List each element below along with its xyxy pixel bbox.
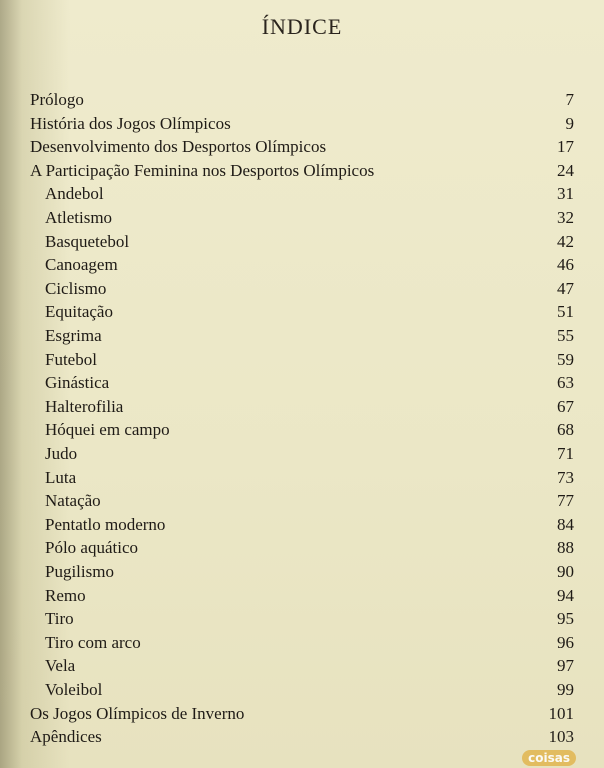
toc-entry-title: Pentatlo moderno xyxy=(45,514,166,534)
toc-entry-title: Futebol xyxy=(45,349,97,369)
toc-entry-title: Hóquei em campo xyxy=(45,420,170,440)
toc-entry-title: Remo xyxy=(45,585,86,605)
toc-entry xyxy=(0,466,604,490)
toc-entry-title: A Participação Feminina nos Desportos Olímpicos xyxy=(30,160,375,180)
toc-entry-title: Tiro xyxy=(45,609,74,629)
toc-entry-page-number: 101 xyxy=(548,703,574,723)
toc-entry xyxy=(0,300,604,324)
toc-entry-page-number: 51 xyxy=(557,302,574,322)
toc-entry xyxy=(0,112,604,136)
toc-entry-page-number: 84 xyxy=(557,514,574,534)
toc-entry-title: Desenvolvimento dos Desportos Olímpicos xyxy=(30,137,327,157)
toc-entry-page-number: 32 xyxy=(557,208,574,227)
toc-entry xyxy=(0,159,604,183)
toc-entry-title: Os Jogos Olímpicos de Inverno xyxy=(30,703,245,723)
toc-entry-page-number: 47 xyxy=(557,278,574,298)
toc-entry xyxy=(0,678,604,702)
toc-entry-page-number: 7 xyxy=(565,90,574,109)
toc-entry-title: Natação xyxy=(45,491,101,511)
toc-entry xyxy=(0,182,604,206)
toc-entry-page-number: 77 xyxy=(557,491,574,511)
toc-entry xyxy=(0,230,604,254)
toc-entry xyxy=(0,489,604,513)
toc-entry xyxy=(0,395,604,419)
toc-entry-title: Esgrima xyxy=(45,326,102,345)
toc-entry-title: Tiro com arco xyxy=(45,632,141,652)
toc-entry xyxy=(0,206,604,230)
toc-entry xyxy=(0,371,604,395)
toc-entry-page-number: 9 xyxy=(565,113,574,133)
toc-entry-title: Prólogo xyxy=(30,90,84,109)
toc-entry-page-number: 55 xyxy=(557,326,574,345)
toc-entry xyxy=(0,702,604,726)
toc-entry-title: História dos Jogos Olímpicos xyxy=(30,113,231,133)
toc-entry xyxy=(0,607,604,631)
toc-entry-page-number: 96 xyxy=(557,632,574,652)
toc-entry-page-number: 68 xyxy=(557,420,574,440)
toc-entry-page-number: 71 xyxy=(557,444,574,463)
toc-entry xyxy=(0,725,604,749)
toc-entry-page-number: 99 xyxy=(557,680,574,699)
toc-entry xyxy=(0,560,604,584)
toc-entry xyxy=(0,654,604,678)
toc-entry xyxy=(0,277,604,301)
toc-entry-title: Equitação xyxy=(45,302,113,322)
toc-entry-page-number: 31 xyxy=(557,184,574,204)
toc-entry xyxy=(0,253,604,277)
toc-entry-page-number: 90 xyxy=(557,562,574,581)
toc-entry-title: Apêndices xyxy=(30,727,102,747)
toc-entry-title: Vela xyxy=(45,656,76,676)
watermark-logo: coisas xyxy=(522,750,576,766)
toc-entry-page-number: 63 xyxy=(557,373,574,393)
toc-entry-title: Halterofilia xyxy=(45,396,124,416)
toc-entry-page-number: 73 xyxy=(557,467,574,487)
toc-entry-title: Atletismo xyxy=(45,208,113,227)
toc-entry-page-number: 42 xyxy=(557,231,574,251)
page-title: ÍNDICE xyxy=(261,14,343,39)
toc-entry-title: Ciclismo xyxy=(45,278,107,298)
toc-entry xyxy=(0,348,604,372)
toc-entry xyxy=(0,513,604,537)
toc-entry-page-number: 95 xyxy=(557,609,574,629)
toc-entry-title: Luta xyxy=(45,467,77,487)
toc-entry-page-number: 24 xyxy=(557,160,574,180)
toc-entry-title: Canoagem xyxy=(45,255,118,275)
toc-entry-page-number: 88 xyxy=(557,538,574,558)
toc-entry-page-number: 59 xyxy=(557,349,574,369)
toc-entry xyxy=(0,135,604,159)
toc-entry xyxy=(0,536,604,560)
toc-entry-title: Basquetebol xyxy=(45,231,130,251)
toc-entry-page-number: 67 xyxy=(557,396,574,416)
toc-entry-title: Judo xyxy=(45,444,78,463)
toc-entry xyxy=(0,418,604,442)
toc-entry-title: Pólo aquático xyxy=(45,538,139,558)
toc-entry-page-number: 103 xyxy=(548,727,574,747)
toc-entry-page-number: 46 xyxy=(557,255,574,275)
toc-entry-title: Andebol xyxy=(45,184,104,204)
toc-entry-title: Pugilismo xyxy=(45,562,114,581)
toc-entry xyxy=(0,584,604,608)
toc-entry-title: Ginástica xyxy=(45,373,110,393)
toc-entry-page-number: 94 xyxy=(557,585,574,605)
toc-entry xyxy=(0,324,604,348)
toc-entry-title: Voleibol xyxy=(45,680,103,699)
toc-entry xyxy=(0,631,604,655)
toc-entry xyxy=(0,442,604,466)
toc-entry xyxy=(0,88,604,112)
toc-entry-page-number: 17 xyxy=(557,137,574,157)
toc-entry-page-number: 97 xyxy=(557,656,574,676)
